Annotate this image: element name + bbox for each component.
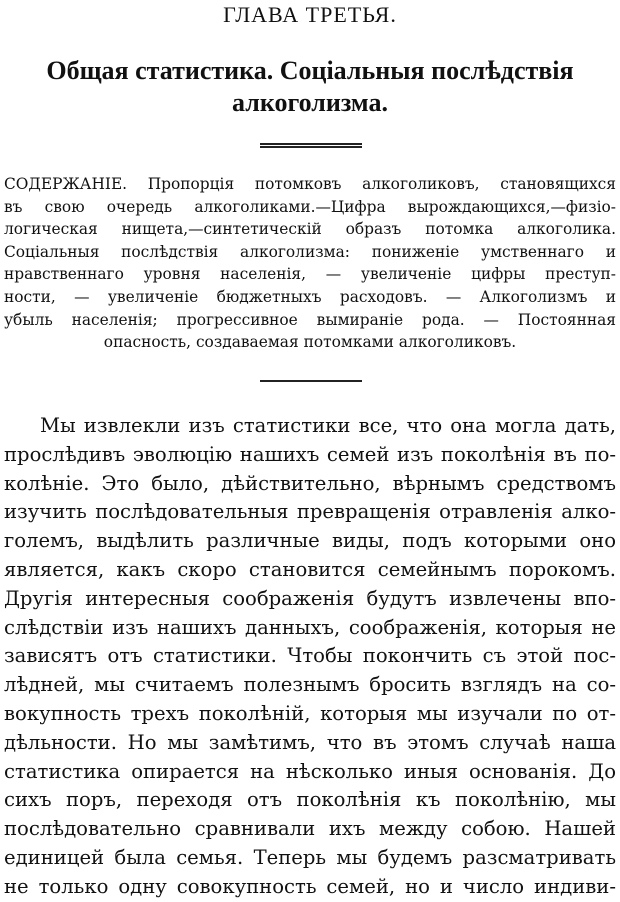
chapter-title-line: алкоголизма. (232, 88, 388, 117)
summary-line: въ свою очередь алкоголиками.—Цифра вырождающихся,—физіо- (4, 197, 616, 216)
body-line: лѣдней, мы считаемъ полезнымъ бросить взглядъ на со- (4, 673, 616, 697)
summary-line: логическая нищета,—синтетическій образъ потомка алкоголика. (4, 220, 616, 239)
body-line: прослѣдивъ эволюцію нашихъ семей изъ поколѣнія въ по- (4, 442, 616, 466)
body-line: не только одну совокупность семей, но и число индиви- (4, 874, 616, 898)
chapter-title (10, 55, 610, 119)
body-line: дѣльности. Но мы замѣтимъ, что въ этомъ случаѣ наша (4, 730, 616, 754)
chapter-title-line: Общая статистика. Соціальныя послѣдствія (46, 56, 574, 85)
body-line: статистика опирается на нѣсколько иныя основанія. До (4, 759, 616, 783)
single-rule-divider (260, 380, 362, 382)
body-line: является, какъ скоро становится семейнымъ порокомъ. (4, 557, 616, 581)
double-rule-divider (260, 143, 362, 148)
body-line: послѣдовательно сравнивали ихъ между собою. Нашей (4, 817, 616, 841)
body-line: големъ, выдѣлить различные виды, подъ которыми оно (4, 529, 616, 553)
body-line: сихъ поръ, переходя отъ поколѣнія къ поколѣнію, мы (4, 788, 616, 812)
body-paragraph (4, 412, 616, 902)
summary-line: ности, — увеличеніе бюджетныхъ расходовъ. — Алкоголизмъ и (4, 287, 616, 306)
chapter-summary (4, 173, 616, 354)
summary-line: СОДЕРЖАНІЕ. Пропорція потомковъ алкоголиковъ, становящихся (4, 175, 616, 193)
body-line: изучить послѣдовательныя превращенія отравленія алко- (4, 500, 616, 524)
body-line: Другія интересныя соображенія будутъ извлечены впо- (4, 586, 616, 610)
body-line: слѣдствіи изъ нашихъ данныхъ, соображенія, которыя не (4, 615, 616, 639)
summary-line: убыль населенія; прогрессивное вымираніе рода. — Постоянная (4, 310, 616, 329)
summary-line: опасность, создаваемая потомками алкоголиковъ. (103, 333, 517, 352)
body-line: колѣніе. Это было, дѣйствительно, вѣрнымъ средствомъ (4, 471, 616, 495)
chapter-heading: ГЛАВА ТРЕТЬЯ. (223, 2, 397, 27)
body-line: вокупность трехъ поколѣній, которыя мы изучали по от- (4, 701, 616, 725)
body-line: зависятъ отъ статистики. Чтобы покончить съ этой пос- (4, 644, 616, 668)
summary-line: нравственнаго уровня населенія, — увеличеніе цифры преступ- (4, 265, 616, 284)
body-line: Мы извлекли изъ статистики все, что она могла дать, (40, 414, 616, 437)
body-line: единицей была семья. Теперь мы будемъ разсматривать (4, 845, 616, 869)
summary-line: Соціальныя послѣдствія алкоголизма: пониженіе умственнаго и (4, 242, 616, 261)
